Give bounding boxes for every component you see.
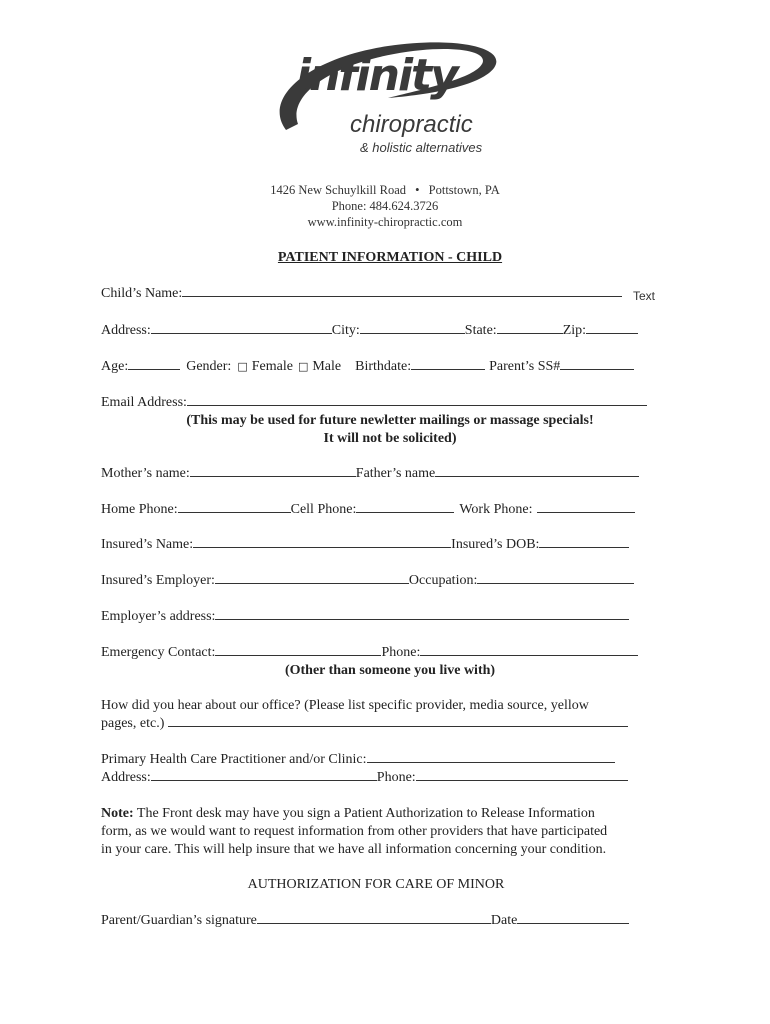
city-field[interactable] bbox=[360, 332, 465, 334]
child-name-label: Child’s Name: bbox=[101, 286, 183, 301]
clinic-address-line bbox=[0, 183, 770, 198]
insured-name-label: Insured’s Name: bbox=[101, 537, 194, 552]
row-practitioner-address bbox=[101, 770, 628, 786]
home-phone-label: Home Phone: bbox=[101, 502, 178, 517]
state-field[interactable] bbox=[497, 332, 563, 334]
employer-address-label: Employer’s address: bbox=[101, 609, 216, 624]
email-note-1: (This may be used for future newletter mailings or massage specials! bbox=[186, 413, 594, 428]
row-employer bbox=[101, 573, 634, 589]
age-field[interactable] bbox=[128, 368, 180, 370]
occupation-field[interactable] bbox=[477, 582, 634, 584]
city-label: City: bbox=[331, 323, 360, 338]
note-label: Note: bbox=[101, 806, 134, 821]
row-employer-address bbox=[101, 609, 629, 625]
email-field[interactable] bbox=[187, 404, 647, 406]
date-field[interactable] bbox=[517, 922, 629, 924]
work-phone-label: Work Phone: bbox=[459, 502, 533, 517]
child-name-field[interactable] bbox=[182, 295, 622, 297]
email-label: Email Address: bbox=[101, 395, 187, 410]
row-signature bbox=[101, 913, 629, 929]
practitioner-phone-label: Phone: bbox=[376, 770, 416, 785]
practitioner-address-label: Address: bbox=[101, 770, 151, 785]
clinic-phone: Phone: 484.624.3726 bbox=[331, 199, 439, 213]
row-hear-1 bbox=[101, 698, 589, 714]
street: 1426 New Schuylkill Road bbox=[270, 183, 407, 197]
hear-question: How did you hear about our office? (Please list specific provider, media source, yellow bbox=[101, 698, 589, 713]
text-tag: Text bbox=[633, 289, 656, 303]
father-label: Father’s name bbox=[355, 466, 436, 481]
row-email bbox=[101, 395, 647, 411]
hear-field[interactable] bbox=[168, 725, 628, 727]
city: Pottstown, PA bbox=[428, 183, 500, 197]
logo-sub2: & holistic alternatives bbox=[360, 140, 483, 155]
emergency-phone-label: Phone: bbox=[381, 645, 421, 660]
insured-name-field[interactable] bbox=[193, 546, 451, 548]
row-hear-2 bbox=[101, 716, 628, 732]
infinity-logo bbox=[268, 38, 504, 158]
practitioner-address-field[interactable] bbox=[151, 779, 377, 781]
row-insured bbox=[101, 537, 629, 553]
birthdate-field[interactable] bbox=[411, 368, 485, 370]
occupation-label: Occupation: bbox=[408, 573, 478, 588]
cell-phone-field[interactable] bbox=[356, 511, 454, 513]
page-title: PATIENT INFORMATION - CHILD bbox=[277, 250, 503, 265]
work-phone-field[interactable] bbox=[537, 511, 635, 513]
parent-ss-field[interactable] bbox=[560, 368, 634, 370]
note-text-3: in your care. This will help insure that we have all information concerning your condition. bbox=[101, 842, 607, 857]
mother-label: Mother’s name: bbox=[101, 466, 190, 481]
cell-phone-label: Cell Phone: bbox=[290, 502, 357, 517]
note-line-1 bbox=[101, 805, 661, 823]
logo-brand: infinity bbox=[296, 50, 457, 101]
row-parents bbox=[101, 466, 639, 482]
address-field[interactable] bbox=[151, 332, 332, 334]
signature-field[interactable] bbox=[257, 922, 491, 924]
male-label: Male bbox=[312, 359, 342, 374]
state-label: State: bbox=[464, 323, 497, 338]
employer-address-field[interactable] bbox=[215, 618, 629, 620]
female-label: Female bbox=[251, 359, 293, 374]
date-label: Date bbox=[490, 913, 518, 928]
row-address bbox=[101, 323, 638, 339]
hear-question-cont: pages, etc.) bbox=[101, 716, 165, 731]
practitioner-phone-field[interactable] bbox=[416, 779, 628, 781]
bullet: • bbox=[415, 183, 420, 197]
note-paragraph bbox=[101, 805, 661, 859]
emergency-phone-field[interactable] bbox=[420, 654, 638, 656]
zip-label: Zip: bbox=[562, 323, 587, 338]
insured-employer-field[interactable] bbox=[215, 582, 409, 584]
row-emergency bbox=[101, 645, 638, 661]
insured-dob-field[interactable] bbox=[539, 546, 629, 548]
row-age bbox=[101, 359, 634, 375]
age-label: Age: bbox=[101, 359, 129, 374]
zip-field[interactable] bbox=[586, 332, 638, 334]
practitioner-label: Primary Health Care Practitioner and/or Clinic: bbox=[101, 752, 367, 767]
male-checkbox[interactable]: □ bbox=[297, 360, 309, 373]
note-text-1: The Front desk may have you sign a Patient Authorization to Release Information bbox=[133, 806, 595, 821]
female-checkbox[interactable]: □ bbox=[237, 360, 248, 373]
insured-employer-label: Insured’s Employer: bbox=[101, 573, 215, 588]
mother-field[interactable] bbox=[190, 475, 356, 477]
birthdate-label: Birthdate: bbox=[355, 359, 412, 374]
gender-label: Gender: bbox=[186, 359, 232, 374]
logo-sub1: chiropractic bbox=[350, 111, 473, 138]
parent-ss-label: Parent’s SS# bbox=[489, 359, 561, 374]
row-child-name bbox=[101, 286, 622, 302]
emergency-label: Emergency Contact: bbox=[101, 645, 216, 660]
row-practitioner bbox=[101, 752, 615, 768]
father-field[interactable] bbox=[435, 475, 639, 477]
note-text-2: form, as we would want to request information from other providers that have participated bbox=[101, 824, 608, 839]
insured-dob-label: Insured’s DOB: bbox=[451, 537, 540, 552]
email-note-2: It will not be solicited) bbox=[323, 431, 457, 446]
row-phones bbox=[101, 502, 635, 518]
authorization-heading: AUTHORIZATION FOR CARE OF MINOR bbox=[247, 877, 505, 892]
address-label: Address: bbox=[101, 323, 151, 338]
home-phone-field[interactable] bbox=[178, 511, 291, 513]
emergency-note: (Other than someone you live with) bbox=[284, 663, 496, 678]
emergency-field[interactable] bbox=[215, 654, 381, 656]
signature-label: Parent/Guardian’s signature bbox=[101, 913, 257, 928]
practitioner-field[interactable] bbox=[367, 761, 615, 763]
clinic-website: www.infinity-chiropractic.com bbox=[307, 215, 463, 229]
